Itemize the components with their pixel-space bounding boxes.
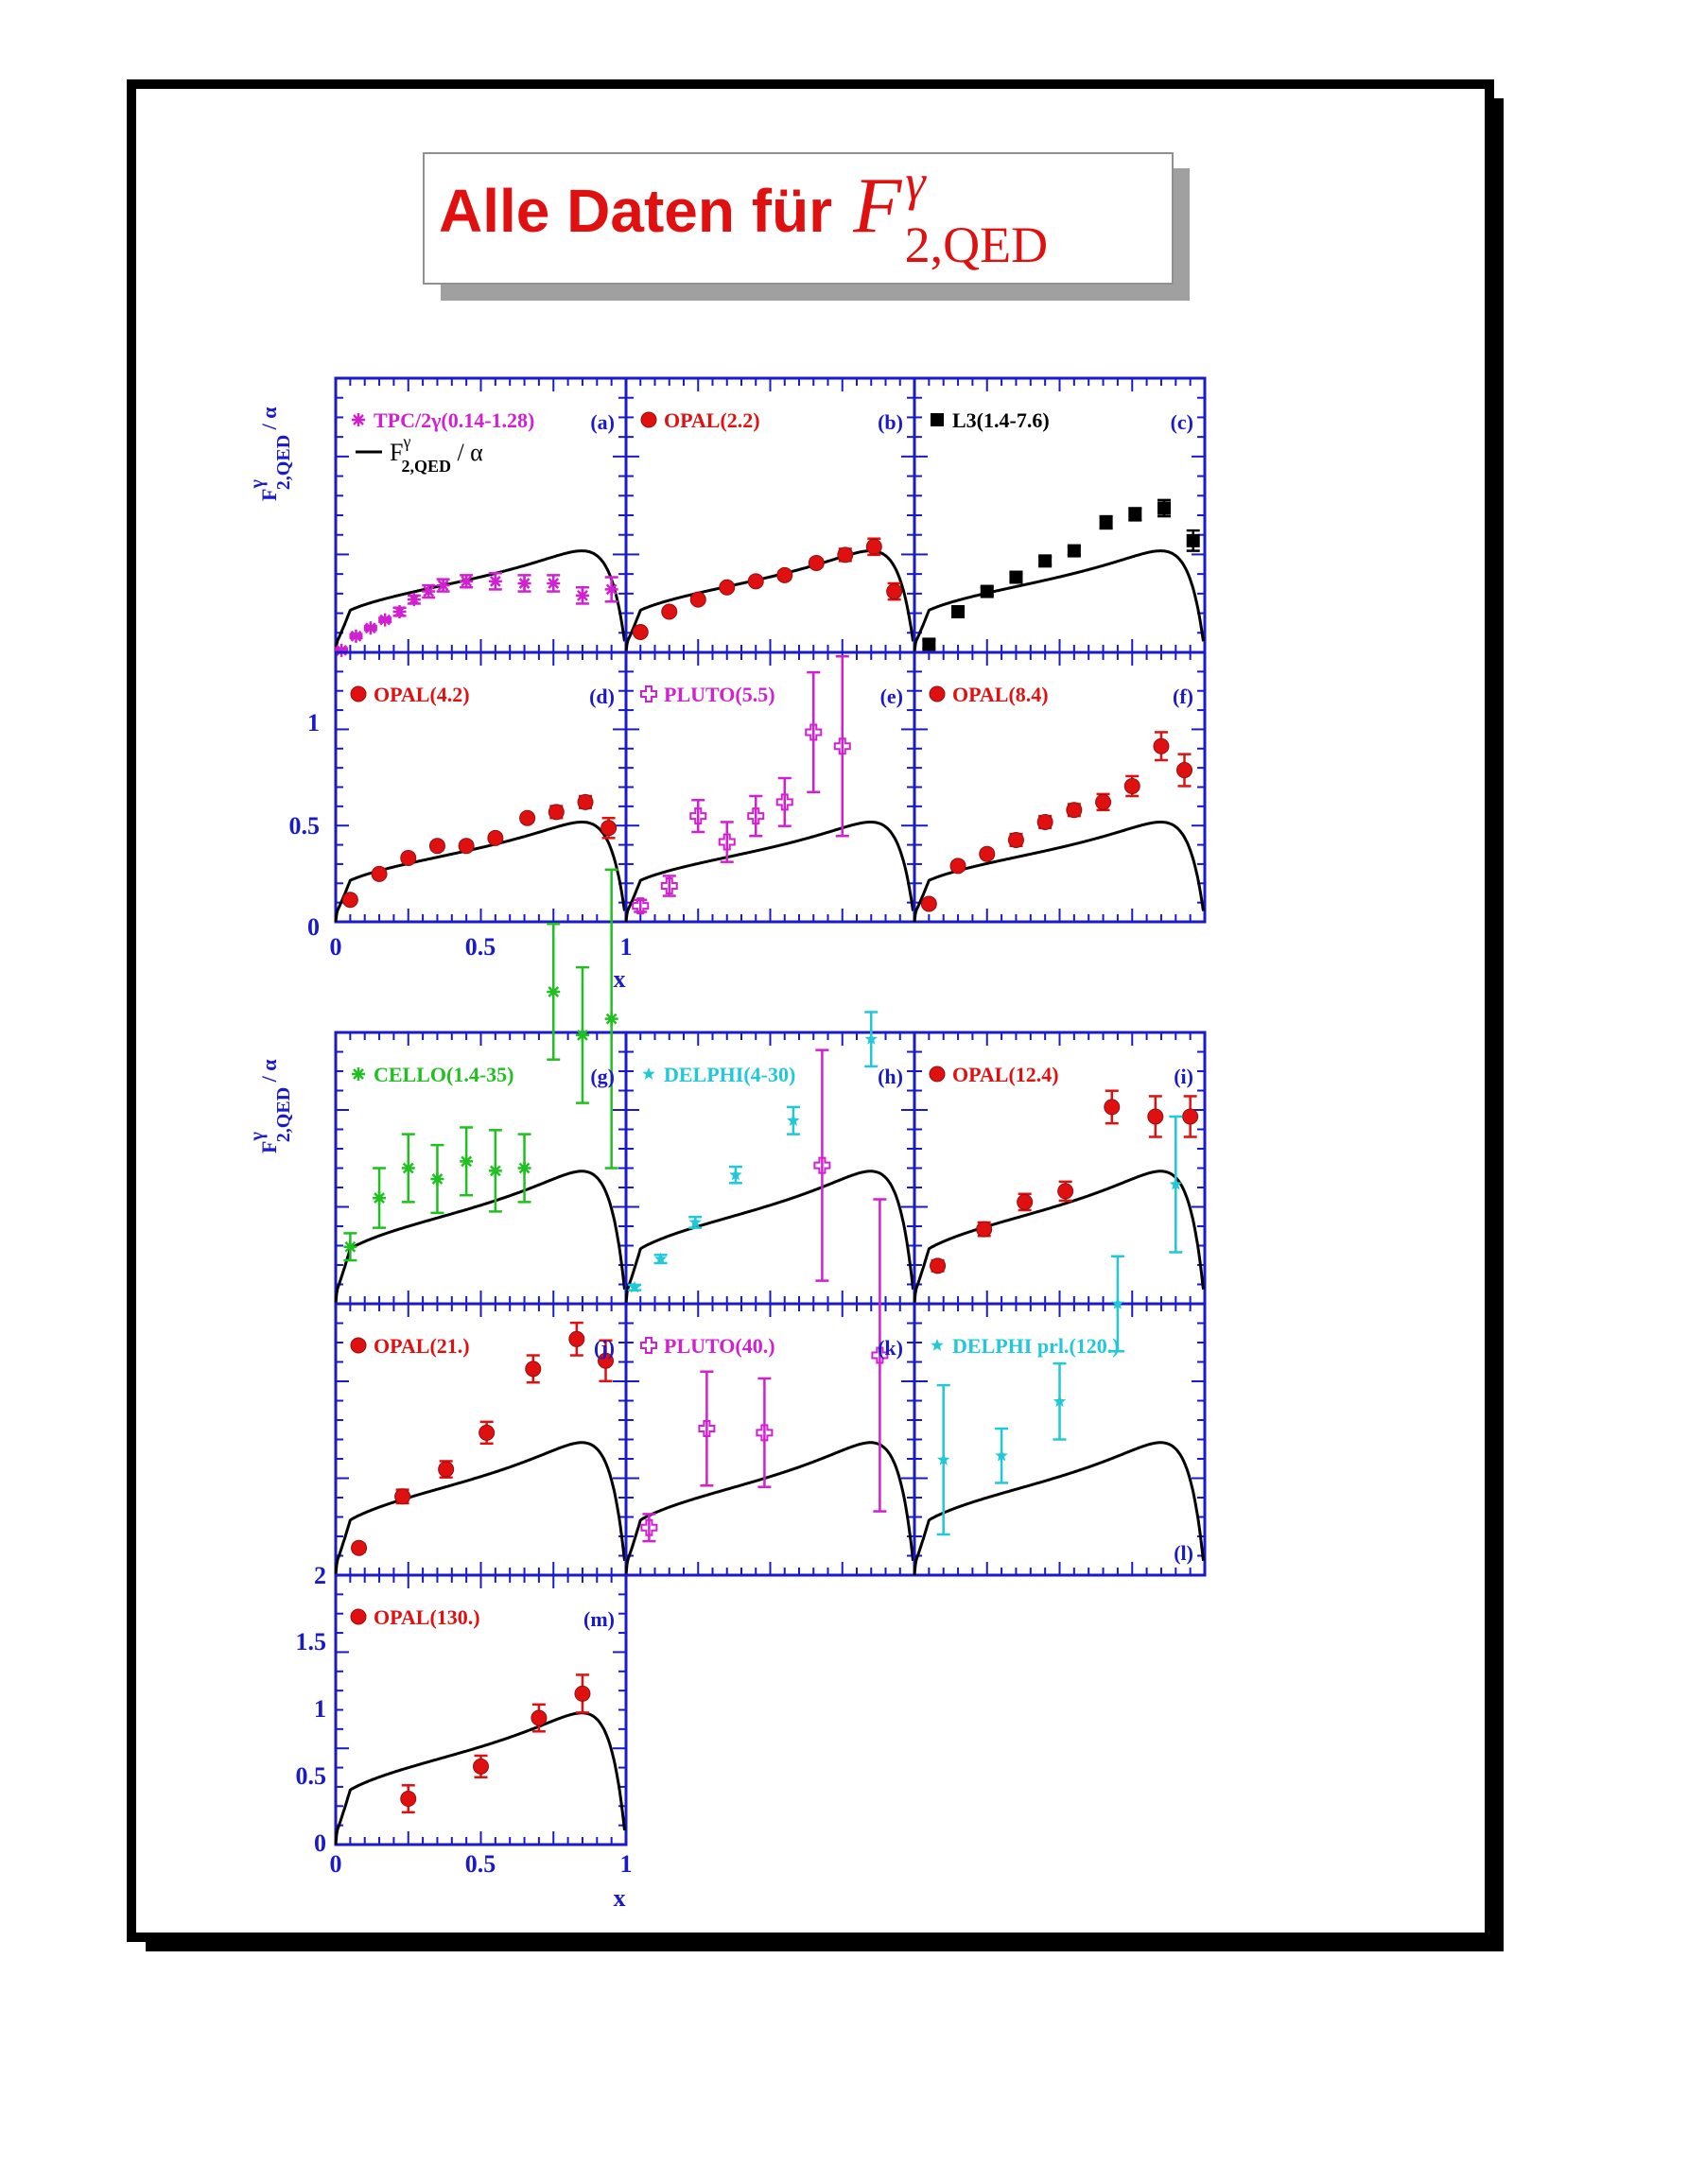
- data-point-a-4: [393, 605, 407, 618]
- data-point-a-2: [364, 621, 377, 634]
- data-point-c-7: [1128, 508, 1141, 521]
- marker-a-10: [518, 577, 531, 590]
- marker-b-1: [662, 604, 677, 619]
- title-symbol: F: [853, 162, 902, 250]
- legend-marker-f: [930, 686, 945, 702]
- marker-d-9: [601, 821, 617, 836]
- marker-f-2: [980, 846, 995, 861]
- data-point-b-3: [720, 580, 735, 595]
- data-point-f-6: [1096, 794, 1111, 810]
- marker-g-3: [430, 1172, 444, 1186]
- tick-bot-y-1: 1: [314, 1695, 326, 1723]
- panel-letter-f: (f): [1173, 685, 1193, 708]
- marker-b-2: [690, 592, 705, 607]
- marker-m-0: [401, 1792, 416, 1807]
- marker-d-7: [548, 805, 564, 820]
- marker-c-3: [1009, 571, 1022, 584]
- marker-c-9: [1187, 534, 1200, 547]
- marker-a-4: [393, 605, 407, 618]
- marker-j-3: [479, 1425, 495, 1440]
- data-point-a-7: [437, 579, 450, 592]
- marker-a-13: [605, 582, 618, 596]
- marker-a-12: [576, 589, 589, 602]
- marker-f-0: [921, 896, 936, 911]
- marker-c-4: [1038, 554, 1052, 567]
- data-point-c-6: [1100, 516, 1113, 529]
- marker-g-5: [489, 1164, 502, 1177]
- marker-j-0: [352, 1540, 367, 1555]
- marker-c-2: [981, 585, 994, 598]
- tick-bot-x-0: 0: [329, 1850, 342, 1878]
- marker-b-4: [748, 574, 763, 589]
- marker-i-0: [931, 1258, 946, 1274]
- data-point-c-0: [922, 637, 935, 650]
- panel-letter-m: (m): [583, 1607, 615, 1631]
- legend-label-m: OPAL(130.): [374, 1605, 480, 1629]
- marker-i-4: [1105, 1100, 1120, 1115]
- marker-g-7: [547, 985, 560, 998]
- legend-marker-m: [351, 1609, 366, 1624]
- panel-letter-k: (k): [878, 1336, 903, 1360]
- svg-text:Fγ2,QED / α: Fγ 2,QED / α: [247, 1059, 294, 1153]
- tick-bot-y-0: 0: [314, 1829, 326, 1857]
- marker-f-6: [1096, 794, 1111, 809]
- marker-c-5: [1068, 545, 1081, 558]
- marker-c-7: [1128, 508, 1141, 521]
- marker-b-8: [866, 539, 881, 554]
- data-point-a-3: [378, 614, 392, 627]
- data-point-d-0: [342, 893, 357, 908]
- data-point-c-8: [1157, 500, 1171, 516]
- data-point-f-2: [980, 846, 995, 861]
- svg-text:Fγ2,QED / α: Fγ 2,QED / α: [247, 407, 294, 501]
- data-point-d-7: [548, 805, 564, 820]
- tick-top-y-0: 0: [307, 913, 320, 941]
- data-point-d-8: [578, 794, 593, 809]
- data-point-j-0: [352, 1540, 367, 1555]
- marker-d-8: [578, 794, 593, 809]
- legend-marker-g: [352, 1067, 365, 1081]
- legend-label-l: DELPHI prl.(120.): [952, 1334, 1120, 1358]
- xlabel-top: x: [613, 965, 626, 993]
- marker-a-7: [437, 579, 450, 592]
- data-point-b-4: [748, 574, 763, 589]
- marker-b-3: [720, 580, 735, 595]
- panel-letter-i: (i): [1174, 1065, 1193, 1088]
- data-point-f-0: [921, 896, 936, 911]
- marker-f-5: [1067, 803, 1082, 818]
- marker-b-6: [809, 555, 824, 570]
- data-point-c-2: [981, 585, 994, 598]
- marker-j-4: [526, 1361, 541, 1377]
- data-point-j-1: [395, 1489, 410, 1504]
- marker-a-3: [378, 614, 392, 627]
- data-point-b-9: [887, 583, 902, 599]
- marker-f-3: [1008, 832, 1023, 847]
- panel-letter-h: (h): [878, 1065, 903, 1088]
- panel-letter-e: (e): [879, 685, 903, 708]
- tick-bot-x-05: 0.5: [464, 1850, 496, 1878]
- marker-j-5: [569, 1331, 584, 1346]
- data-point-b-0: [633, 625, 648, 640]
- marker-g-8: [576, 1029, 589, 1042]
- legend-curve-text: $F^\gamma$ 2,QED / α: [390, 432, 483, 476]
- marker-i-5: [1148, 1109, 1163, 1124]
- data-point-a-1: [349, 630, 362, 643]
- marker-a-9: [489, 575, 502, 588]
- marker-b-0: [633, 625, 648, 640]
- tick-top-y-1: 1: [307, 709, 320, 737]
- marker-d-0: [342, 893, 357, 908]
- marker-f-8: [1154, 738, 1169, 754]
- tick-bot-y-15: 1.5: [295, 1628, 326, 1655]
- marker-d-4: [459, 839, 474, 854]
- marker-d-1: [372, 866, 387, 881]
- tick-bot-y-05: 0.5: [295, 1762, 326, 1790]
- marker-m-3: [575, 1686, 590, 1701]
- marker-j-1: [395, 1489, 410, 1504]
- marker-b-9: [887, 584, 902, 599]
- legend-label-e: PLUTO(5.5): [664, 683, 775, 706]
- title-text: Alle Daten für: [439, 177, 833, 245]
- marker-m-2: [531, 1710, 547, 1725]
- legend-marker-a: [352, 413, 365, 426]
- marker-c-6: [1100, 516, 1113, 529]
- panel-letter-j: (j): [594, 1336, 615, 1360]
- legend-label-g: CELLO(1.4-35): [374, 1063, 514, 1086]
- panel-letter-b: (b): [878, 410, 903, 434]
- marker-f-4: [1037, 814, 1053, 829]
- legend-marker-j: [351, 1338, 366, 1353]
- tick-bot-x-1: 1: [619, 1850, 633, 1878]
- tick-top-x-05: 0.5: [464, 933, 496, 961]
- marker-i-2: [1018, 1194, 1033, 1209]
- tick-bot-y-2: 2: [314, 1562, 326, 1589]
- marker-i-3: [1058, 1184, 1073, 1199]
- data-point-b-1: [662, 604, 677, 619]
- data-point-d-2: [401, 850, 416, 865]
- legend-marker-b: [641, 412, 656, 427]
- panel-letter-a: (a): [590, 410, 615, 434]
- marker-c-0: [922, 637, 935, 650]
- marker-g-4: [460, 1154, 473, 1168]
- marker-i-6: [1183, 1109, 1198, 1124]
- marker-a-11: [547, 577, 560, 590]
- data-point-a-5: [408, 593, 421, 606]
- legend-marker-i: [930, 1066, 945, 1082]
- data-point-b-8: [866, 539, 881, 555]
- data-point-i-2: [1018, 1194, 1033, 1210]
- tick-top-y-05: 0.5: [288, 812, 320, 840]
- marker-c-1: [951, 605, 965, 618]
- legend-label-b: OPAL(2.2): [664, 408, 760, 432]
- marker-g-6: [518, 1162, 531, 1175]
- data-point-f-1: [950, 858, 966, 874]
- data-point-f-4: [1037, 814, 1053, 829]
- data-point-d-3: [429, 839, 444, 854]
- marker-a-5: [408, 593, 421, 606]
- marker-g-1: [373, 1191, 386, 1205]
- marker-a-2: [364, 621, 377, 634]
- legend-marker-c: [931, 413, 944, 426]
- data-point-c-3: [1009, 571, 1022, 584]
- marker-a-8: [460, 575, 473, 588]
- marker-g-0: [343, 1240, 357, 1254]
- xlabel-bottom: x: [613, 1884, 626, 1912]
- legend-label-d: OPAL(4.2): [374, 683, 470, 706]
- marker-a-6: [422, 585, 435, 598]
- data-point-i-0: [931, 1258, 946, 1274]
- data-point-i-1: [977, 1222, 992, 1237]
- data-point-b-2: [690, 592, 705, 607]
- data-point-h-1: [654, 1253, 668, 1265]
- data-point-j-2: [439, 1461, 454, 1477]
- data-point-d-4: [459, 839, 474, 854]
- tick-top-x-1: 1: [619, 933, 633, 961]
- data-point-c-1: [951, 605, 965, 618]
- legend-marker-d: [351, 686, 366, 702]
- marker-d-5: [488, 830, 503, 845]
- marker-c-8: [1157, 501, 1171, 514]
- data-point-a-8: [460, 575, 473, 588]
- marker-f-9: [1177, 763, 1192, 778]
- data-point-c-4: [1038, 554, 1052, 567]
- data-point-c-5: [1068, 545, 1081, 558]
- marker-f-1: [950, 858, 966, 874]
- panel-letter-d: (d): [589, 685, 615, 708]
- marker-a-1: [349, 630, 362, 643]
- marker-d-2: [401, 850, 416, 865]
- marker-f-7: [1124, 778, 1140, 793]
- legend-label-f: OPAL(8.4): [952, 683, 1049, 706]
- panel-letter-g: (g): [590, 1065, 615, 1088]
- panel-letter-l: (l): [1174, 1541, 1193, 1565]
- marker-b-5: [777, 567, 792, 582]
- data-point-b-5: [777, 567, 792, 582]
- marker-m-1: [474, 1759, 489, 1774]
- marker-b-7: [838, 547, 853, 563]
- data-point-d-5: [488, 830, 503, 845]
- legend-label-i: OPAL(12.4): [952, 1063, 1059, 1086]
- data-point-d-6: [520, 810, 535, 825]
- data-point-b-7: [838, 547, 853, 563]
- data-point-f-5: [1067, 803, 1082, 818]
- legend-label-c: L3(1.4-7.6): [952, 408, 1050, 432]
- marker-g-2: [402, 1162, 415, 1175]
- data-point-f-3: [1008, 832, 1023, 847]
- marker-j-2: [439, 1462, 454, 1477]
- title-sub: 2,QED: [904, 217, 1049, 273]
- data-point-a-6: [422, 585, 435, 598]
- data-point-d-1: [372, 866, 387, 881]
- legend-label-j: OPAL(21.): [374, 1334, 470, 1358]
- marker-d-6: [520, 810, 535, 825]
- marker-d-3: [429, 839, 444, 854]
- marker-g-9: [605, 1013, 618, 1026]
- tick-top-x-0: 0: [329, 933, 342, 961]
- legend-label-a: TPC/2γ(0.14-1.28): [374, 408, 535, 432]
- marker-i-1: [977, 1222, 992, 1237]
- panel-letter-c: (c): [1170, 410, 1193, 434]
- data-point-b-6: [809, 555, 824, 570]
- legend-label-k: PLUTO(40.): [664, 1334, 775, 1358]
- legend-label-h: DELPHI(4-30): [664, 1063, 796, 1086]
- title-sup: γ: [905, 154, 926, 211]
